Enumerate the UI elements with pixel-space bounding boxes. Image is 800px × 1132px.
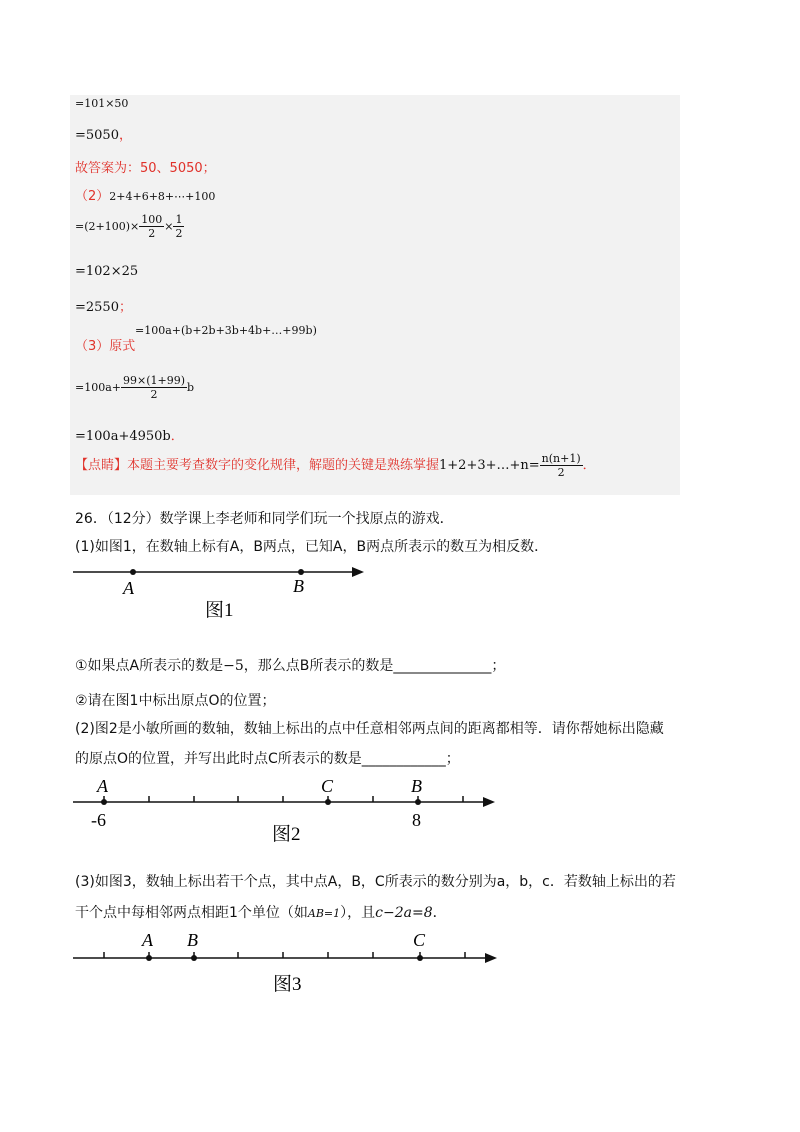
fig2-point-a — [101, 799, 107, 805]
solution-line-6: =102×25 — [75, 264, 139, 279]
fig1-arrow-icon — [352, 567, 364, 577]
fig2-point-b — [415, 799, 421, 805]
fig3-point-b — [191, 955, 197, 961]
solution-line-9: =100a+ $\frac{99\times(1+99)}{2}$ b — [75, 374, 195, 401]
fig1-caption: 图1 — [205, 600, 234, 621]
question-part3-line1: (3)如图3，数轴上标出若干个点，其中点A，B，C所表示的数分别为a，b，c．若数轴上标出的若 — [75, 874, 676, 890]
fig1-point-a — [130, 569, 136, 575]
solution-line-5: =(2+100)× $\frac{100}{2}$ × $\frac{1}{2}$ — [75, 213, 183, 240]
fig3-caption: 图3 — [273, 974, 302, 995]
fig2-caption: 图2 — [272, 824, 301, 845]
fig3-point-c — [417, 955, 423, 961]
tip-line: 【点睛】本题主要考查数字的变化规律，解题的关键是熟练掌握1+2+3+…+n= $\frac{n(n+1)}{2}$ ． — [75, 452, 596, 479]
figure-2-number-line — [0, 775, 800, 850]
solution-line-10: =100a+4950b． — [75, 429, 184, 444]
fig2-arrow-icon — [483, 797, 495, 807]
fig3-label-c: C — [413, 930, 426, 950]
solution-line-2: =5050， — [75, 128, 132, 143]
part3-expression: =100a+(b+2b+3b+4b+…+99b) — [135, 324, 317, 337]
fig1-label-b: B — [293, 576, 304, 596]
fig3-label-a: A — [142, 930, 153, 950]
question-part2-line1: (2)图2是小敏所画的数轴，数轴上标出的点中任意相邻两点间的距离都相等．请你帮她标出隐藏 — [75, 721, 664, 737]
fig2-point-c — [325, 799, 331, 805]
solution-line-1: =101×50 — [75, 97, 129, 110]
question-part1a: ①如果点A所表示的数是−5，那么点B所表示的数是______________； — [75, 658, 506, 674]
fig1-point-b — [298, 569, 304, 575]
answer-line: 故答案为：50、5050； — [75, 161, 216, 176]
fig1-label-a: A — [123, 578, 134, 598]
question-part1: (1)如图1，在数轴上标有A，B两点，已知A，B两点所表示的数互为相反数． — [75, 539, 549, 555]
part2-header: （2）2+4+6+8+⋯+100 — [75, 189, 216, 204]
question-part2-line2: 的原点O的位置，并写出此时点C所表示的数是____________； — [75, 751, 460, 767]
figure-3-number-line — [0, 928, 800, 998]
fig3-label-b: B — [187, 930, 198, 950]
question-part1b: ②请在图1中标出原点O的位置； — [75, 693, 276, 709]
question-title: 26．（12分）数学课上李老师和同学们玩一个找原点的游戏． — [75, 511, 454, 527]
fig2-label-a: A — [97, 776, 108, 796]
figure-1-number-line — [0, 555, 800, 625]
fig2-value-a: -6 — [91, 810, 106, 830]
fig2-label-c: C — [321, 776, 334, 796]
fig2-label-b: B — [411, 776, 422, 796]
fig3-ticks — [104, 952, 465, 958]
fig2-ticks — [104, 796, 463, 802]
fig3-arrow-icon — [485, 953, 497, 963]
question-part3-line2: 干个点中每相邻两点相距1个单位（如AB=1），且c−2a=8． — [75, 905, 447, 921]
part3-label: （3）原式 — [75, 339, 136, 354]
solution-line-7: =2550； — [75, 300, 132, 315]
fig2-value-b: 8 — [412, 810, 421, 830]
fig3-point-a — [146, 955, 152, 961]
